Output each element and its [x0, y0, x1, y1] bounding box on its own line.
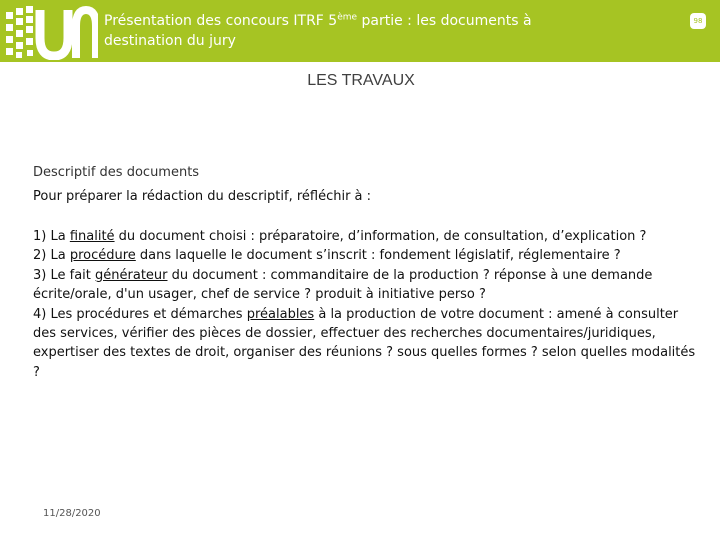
points-list: [33, 227, 698, 382]
keyword: préalables: [246, 306, 315, 322]
header-bar: [0, 0, 720, 62]
university-logo-icon: [6, 4, 98, 60]
list-item: 4) Les procédures et démarches préalables à la production de votre document : amené à consulter des services, vérifier des pièces de dossier, effectuer des recherches documentaires/juridiques, expertiser des textes de droit, organiser des réunions ? sous quelles formes ? selon quelles modalités ?: [33, 306, 696, 380]
keyword: procédure: [69, 248, 136, 264]
list-item: 2) La procédure dans laquelle le document s’inscrit : fondement législatif, réglementaire ?: [33, 248, 621, 264]
keyword: générateur: [95, 267, 168, 283]
presentation-title: Présentation des concours ITRF 5ème partie : les documents à destination du jury: [104, 12, 532, 49]
list-item: 3) Le fait générateur du document : commanditaire de la production ? réponse à une demande écrite/orale, d'un usager, chef de service ? produit à initiative perso ?: [33, 267, 653, 303]
intro-text: Pour préparer la rédaction du descriptif, réfléchir à :: [33, 189, 372, 204]
keyword: finalité: [69, 229, 115, 244]
section-heading: Descriptif des documents: [33, 165, 200, 180]
page-number: 98: [690, 13, 706, 29]
slide-title: LES TRAVAUX: [307, 72, 415, 89]
list-item: 1) La finalité du document choisi : préparatoire, d’information, de consultation, d’explication ?: [33, 229, 647, 244]
slide-date: 11/28/2020: [43, 508, 101, 519]
